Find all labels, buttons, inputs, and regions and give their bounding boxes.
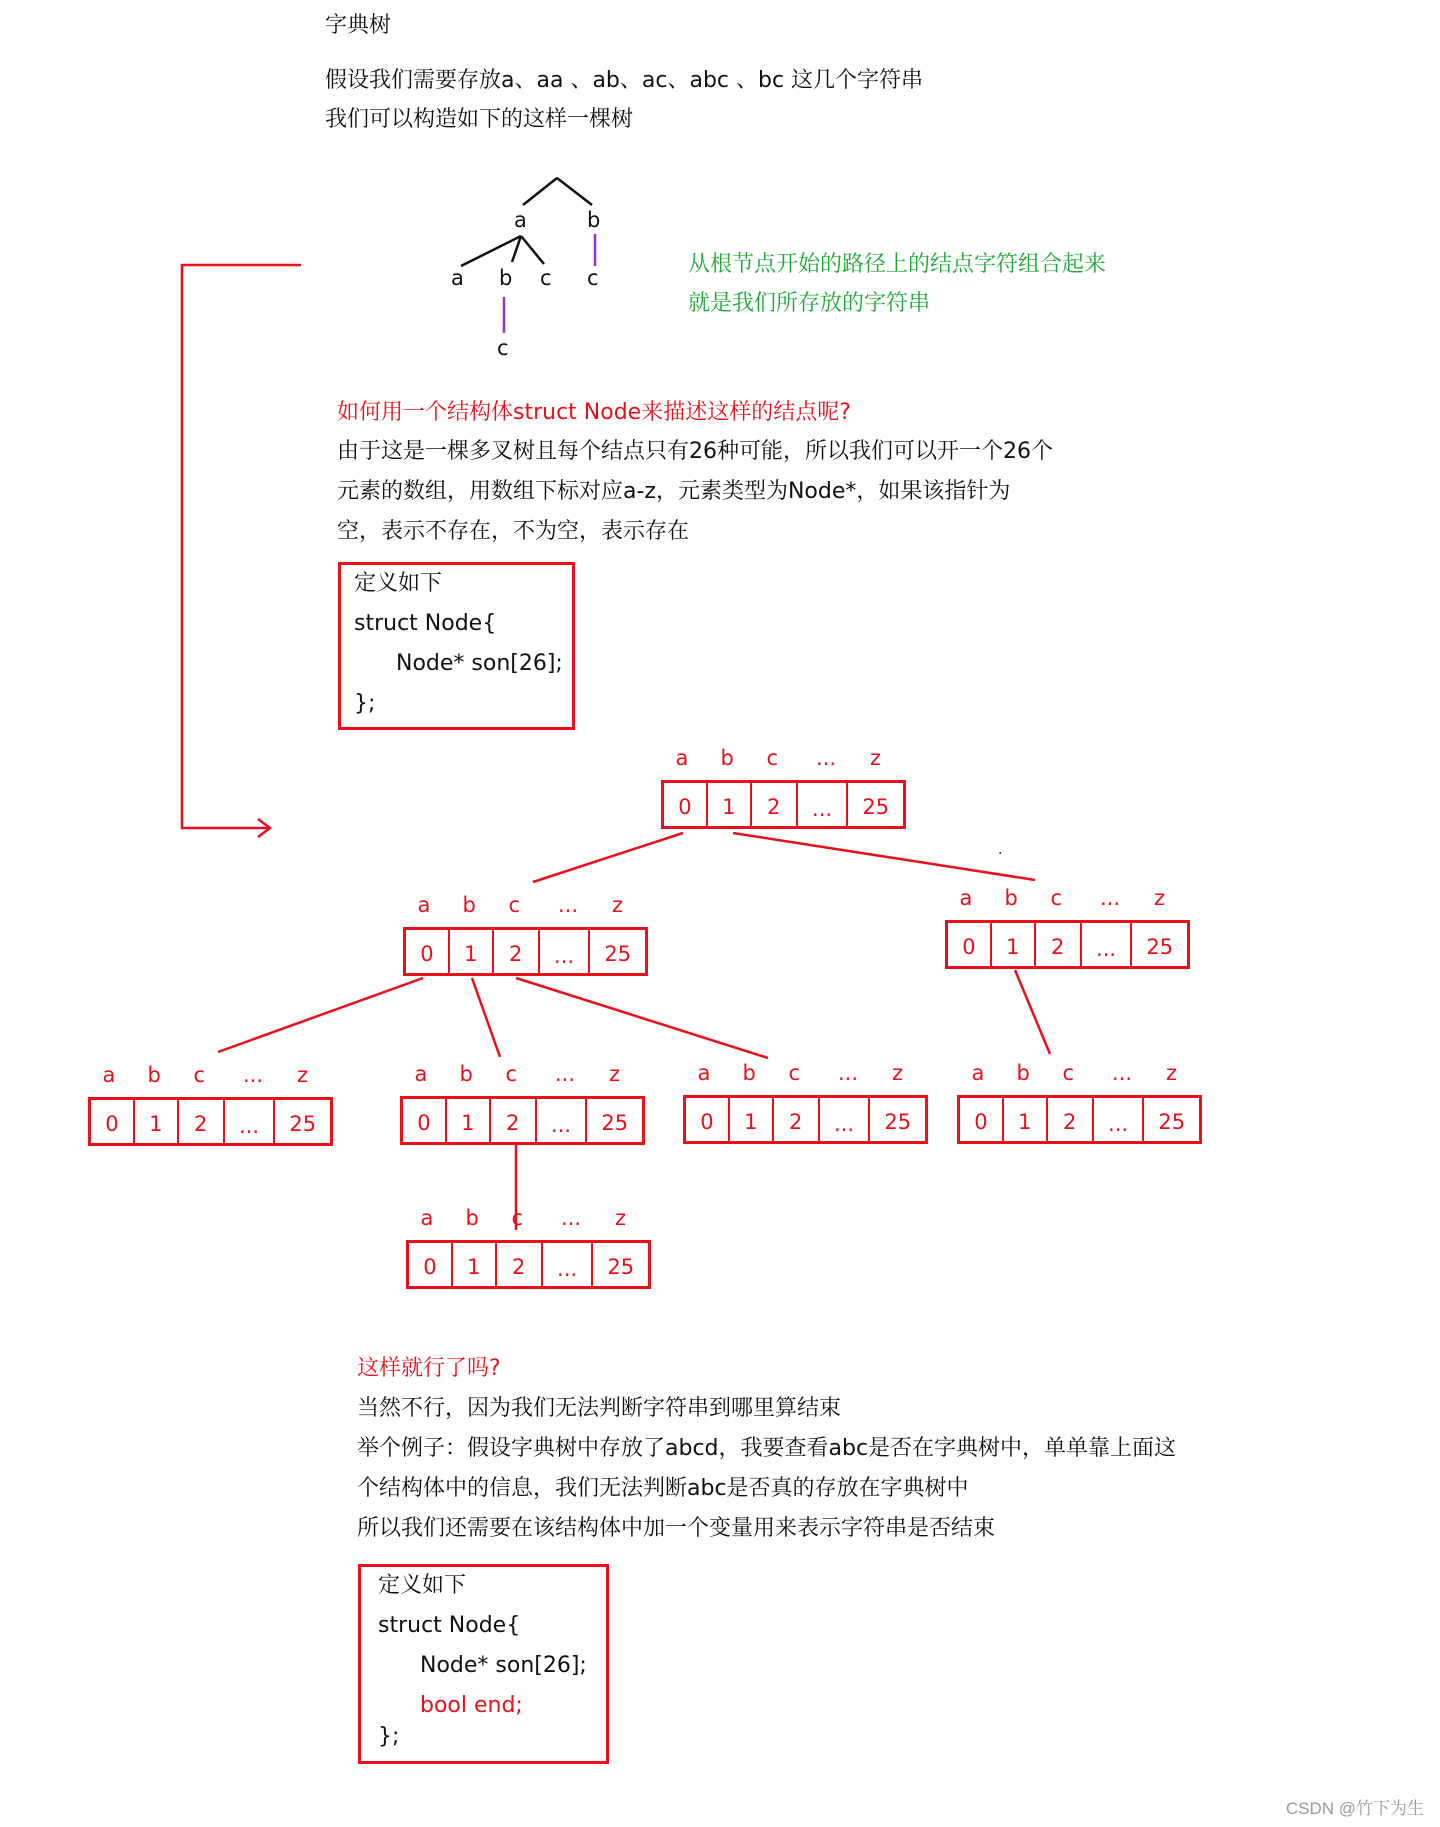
edge-l-aa bbox=[218, 978, 423, 1052]
code1-line-1: struct Node{ bbox=[354, 611, 497, 636]
code2-line-4: }; bbox=[378, 1724, 400, 1749]
array-cell: 25 bbox=[289, 1111, 317, 1136]
array-cell: 2 bbox=[752, 783, 798, 826]
array-child-a bbox=[403, 927, 648, 976]
array-cell: ... bbox=[1094, 1098, 1145, 1141]
array-child-b-letter: z bbox=[1154, 886, 1166, 910]
tree-letter-b: b bbox=[587, 208, 601, 232]
array-cell: ... bbox=[820, 1098, 871, 1141]
code-box-1 bbox=[338, 562, 575, 730]
array-cell: 25 bbox=[884, 1109, 912, 1134]
array-grandchild-ab bbox=[400, 1096, 645, 1145]
array-cell: 0 bbox=[960, 1098, 1004, 1141]
array-root-letter: z bbox=[870, 746, 882, 770]
array-grandchild-aa-letter: z bbox=[297, 1063, 309, 1087]
array-cell: 25 bbox=[607, 1254, 635, 1279]
array-child-a-letter: a bbox=[417, 893, 431, 917]
array-root-letter: b bbox=[720, 746, 734, 770]
array-cell: 2 bbox=[774, 1098, 820, 1141]
array-grandchild-ab-letter: c bbox=[505, 1062, 518, 1086]
code2-heading: 定义如下 bbox=[378, 1573, 467, 1598]
tree-letter-aa: a bbox=[451, 266, 464, 290]
intro-line-1: 假设我们需要存放a、aa 、ab、ac、abc 、bc 这几个字符串 bbox=[325, 68, 924, 93]
tree-letter-abc: c bbox=[497, 336, 509, 360]
array-grandchild-ac-letter: c bbox=[788, 1061, 801, 1085]
array-connectors bbox=[218, 833, 1050, 1230]
array-cell: 2 bbox=[494, 930, 540, 973]
array-great-grandchild-abc-letter: a bbox=[420, 1206, 434, 1230]
tree-edge-root-a bbox=[523, 178, 557, 205]
array-cell: 25 bbox=[1158, 1109, 1186, 1134]
array-cell: 25 bbox=[604, 941, 632, 966]
array-cell: 0 bbox=[91, 1100, 135, 1143]
edge-r-bc bbox=[1015, 970, 1050, 1054]
array-great-grandchild-abc bbox=[406, 1240, 651, 1289]
array-grandchild-aa-letter: ... bbox=[243, 1063, 264, 1087]
array-grandchild-bc-letter: ... bbox=[1112, 1061, 1133, 1085]
array-grandchild-bc-letter: c bbox=[1062, 1061, 1075, 1085]
array-cell: 1 bbox=[453, 1243, 497, 1286]
array-grandchild-aa-letter: b bbox=[147, 1063, 161, 1087]
array-great-grandchild-abc-letter: b bbox=[465, 1206, 479, 1230]
tree-edge-a-c bbox=[521, 236, 544, 264]
edge-l-ab bbox=[472, 978, 500, 1057]
array-cell: 0 bbox=[409, 1243, 453, 1286]
array-grandchild-ab-letter: a bbox=[414, 1062, 428, 1086]
array-cell: 0 bbox=[686, 1098, 730, 1141]
array-child-a-letter: z bbox=[612, 893, 624, 917]
array-cell: 0 bbox=[406, 930, 450, 973]
array-great-grandchild-abc-letter: z bbox=[615, 1206, 627, 1230]
array-cell: 1 bbox=[135, 1100, 179, 1143]
section2-line-4: 所以我们还需要在该结构体中加一个变量用来表示字符串是否结束 bbox=[357, 1516, 996, 1541]
array-cell: 0 bbox=[948, 923, 992, 966]
section1-line-3: 空，表示不存在，不为空，表示存在 bbox=[337, 519, 690, 544]
section2-line-3: 个结构体中的信息，我们无法判断abc是否真的存放在字典树中 bbox=[357, 1476, 969, 1501]
array-grandchild-ac-letter: a bbox=[697, 1061, 711, 1085]
code2-line-1: struct Node{ bbox=[378, 1613, 521, 1638]
edge-l-ac bbox=[516, 978, 768, 1058]
array-grandchild-aa bbox=[88, 1097, 333, 1146]
tree-letter-ac: c bbox=[540, 266, 552, 290]
array-cell: 1 bbox=[730, 1098, 774, 1141]
array-cell: 2 bbox=[497, 1243, 543, 1286]
stray-mark: · bbox=[998, 846, 1003, 862]
bracket-arrow bbox=[182, 265, 301, 837]
array-grandchild-bc bbox=[957, 1095, 1202, 1144]
array-child-b-letter: a bbox=[959, 886, 973, 910]
code1-line-2: Node* son[26]; bbox=[396, 651, 563, 676]
array-cell: 25 bbox=[862, 794, 890, 819]
code1-heading: 定义如下 bbox=[354, 571, 443, 596]
array-great-grandchild-abc-letter: c bbox=[511, 1206, 524, 1230]
array-root-letter: c bbox=[766, 746, 779, 770]
array-grandchild-ac-letter: ... bbox=[838, 1061, 859, 1085]
array-cell: 0 bbox=[403, 1099, 447, 1142]
array-cell: 1 bbox=[447, 1099, 491, 1142]
footer-watermark: CSDN @竹下为生 bbox=[1285, 1799, 1424, 1818]
section1-question: 如何用一个结构体struct Node来描述这样的结点呢? bbox=[337, 400, 851, 425]
array-child-b bbox=[945, 920, 1190, 969]
array-grandchild-aa-letter: c bbox=[193, 1063, 206, 1087]
array-cell: 1 bbox=[1004, 1098, 1048, 1141]
array-child-a-letter: c bbox=[508, 893, 521, 917]
edge-root-right bbox=[733, 833, 1035, 880]
green-note-line-2: 就是我们所存放的字符串 bbox=[688, 291, 931, 316]
array-child-a-letter: b bbox=[462, 893, 476, 917]
array-cell: 0 bbox=[664, 783, 708, 826]
code2-line-3: bool end; bbox=[420, 1693, 523, 1718]
section2-line-1: 当然不行，因为我们无法判断字符串到哪里算结束 bbox=[357, 1396, 842, 1421]
intro-line-2: 我们可以构造如下的这样一棵树 bbox=[325, 107, 634, 132]
code-box-2 bbox=[358, 1564, 609, 1764]
tree-letter-bc: c bbox=[587, 266, 599, 290]
code1-line-3: }; bbox=[354, 691, 376, 716]
array-root bbox=[661, 780, 906, 829]
array-cell: ... bbox=[1082, 923, 1133, 966]
array-cell: 1 bbox=[450, 930, 494, 973]
array-child-b-letter: c bbox=[1050, 886, 1063, 910]
array-cell: 1 bbox=[992, 923, 1036, 966]
array-grandchild-ac-letter: z bbox=[892, 1061, 904, 1085]
array-cell: 25 bbox=[1146, 934, 1174, 959]
array-child-b-letter: b bbox=[1004, 886, 1018, 910]
edge-root-left bbox=[533, 833, 683, 882]
array-cell: ... bbox=[798, 783, 849, 826]
array-cell: ... bbox=[540, 930, 591, 973]
section1-line-1: 由于这是一棵多叉树且每个结点只有26种可能，所以我们可以开一个26个 bbox=[337, 439, 1053, 464]
array-cell: 1 bbox=[708, 783, 752, 826]
tree-letter-ab: b bbox=[499, 266, 513, 290]
tree-edge-root-b bbox=[557, 178, 592, 205]
array-cell: ... bbox=[225, 1100, 276, 1143]
array-root-letter: a bbox=[675, 746, 689, 770]
array-cell: 2 bbox=[179, 1100, 225, 1143]
array-cell: 25 bbox=[601, 1110, 629, 1135]
code2-line-2: Node* son[26]; bbox=[420, 1653, 587, 1678]
section1-line-2: 元素的数组，用数组下标对应a-z，元素类型为Node*，如果该指针为 bbox=[337, 479, 1011, 504]
array-grandchild-bc-letter: a bbox=[971, 1061, 985, 1085]
array-cell: ... bbox=[543, 1243, 594, 1286]
array-grandchild-ac bbox=[683, 1095, 928, 1144]
array-grandchild-aa-letter: a bbox=[102, 1063, 116, 1087]
array-great-grandchild-abc-letter: ... bbox=[561, 1206, 582, 1230]
array-grandchild-ab-letter: b bbox=[459, 1062, 473, 1086]
section2-line-2: 举个例子：假设字典树中存放了abcd，我要查看abc是否在字典树中，单单靠上面这 bbox=[357, 1436, 1177, 1461]
array-grandchild-ac-letter: b bbox=[742, 1061, 756, 1085]
array-cell: 2 bbox=[491, 1099, 537, 1142]
array-root-letter: ... bbox=[816, 746, 837, 770]
array-grandchild-ab-letter: z bbox=[609, 1062, 621, 1086]
tree-letter-a: a bbox=[514, 208, 527, 232]
array-grandchild-bc-letter: b bbox=[1016, 1061, 1030, 1085]
array-grandchild-bc-letter: z bbox=[1166, 1061, 1178, 1085]
page-title: 字典树 bbox=[325, 13, 392, 38]
array-cell: 2 bbox=[1048, 1098, 1094, 1141]
green-note-line-1: 从根节点开始的路径上的结点字符组合起来 bbox=[688, 252, 1107, 277]
array-child-a-letter: ... bbox=[558, 893, 579, 917]
array-cell: ... bbox=[537, 1099, 588, 1142]
array-cell: 2 bbox=[1036, 923, 1082, 966]
section2-question: 这样就行了吗? bbox=[357, 1356, 501, 1381]
array-child-b-letter: ... bbox=[1100, 886, 1121, 910]
array-grandchild-ab-letter: ... bbox=[555, 1062, 576, 1086]
